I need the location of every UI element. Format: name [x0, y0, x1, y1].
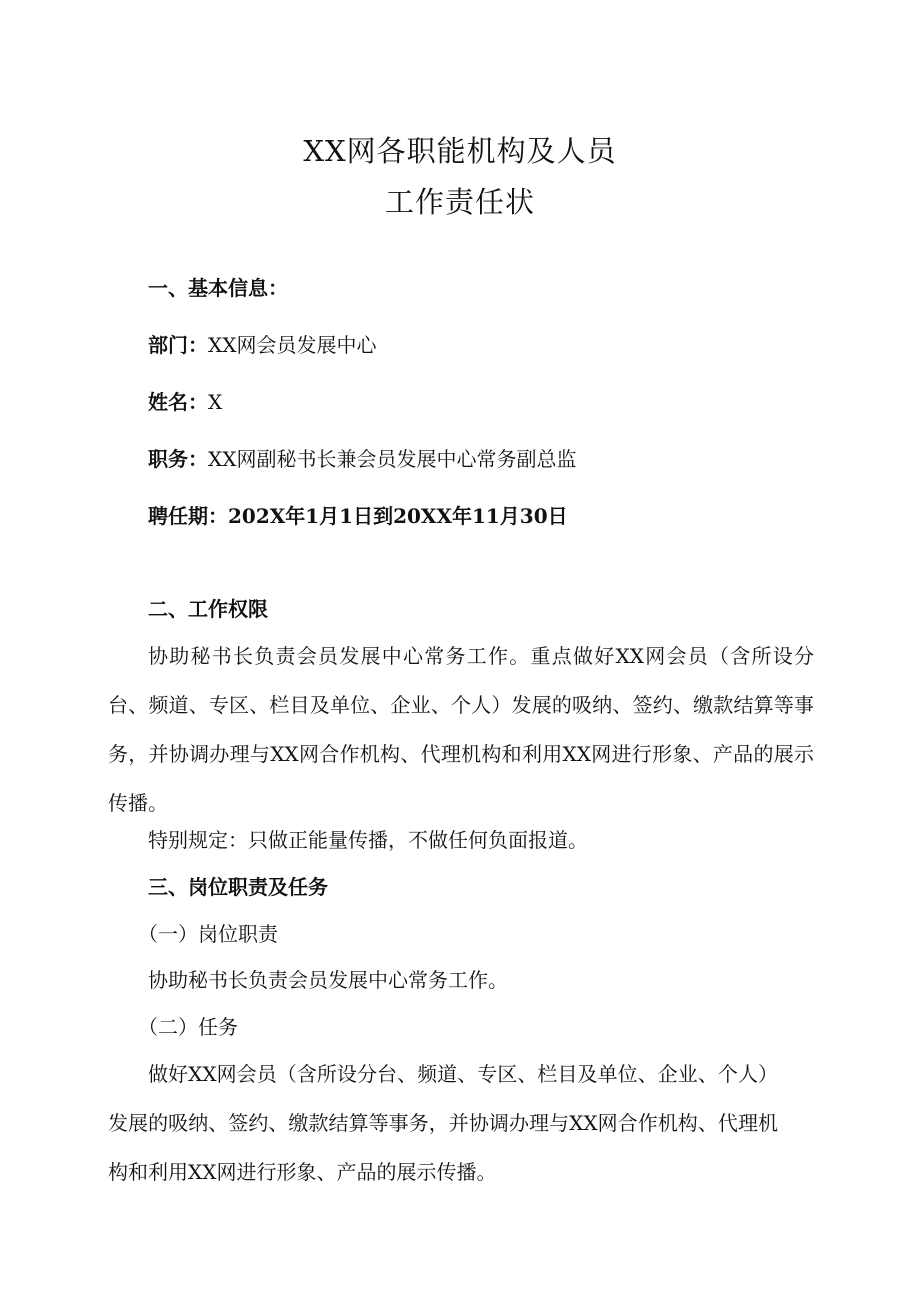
section3-sub1-heading: （一）岗位职责: [138, 922, 278, 946]
document-title-line2: 工作责任状: [384, 185, 535, 219]
section1-heading: 一、基本信息：: [148, 276, 288, 300]
department-label: 部门：: [148, 333, 208, 357]
position-value: XX网副秘书长兼会员发展中心常务副总监: [208, 447, 577, 471]
term-row: [148, 504, 568, 528]
section3-sub1-text: 协助秘书长负责会员发展中心常务工作。: [148, 968, 508, 992]
section2-paragraph: 协助秘书长负责会员发展中心常务工作。重点做好XX网会员（含所设分台、频道、专区、栏目及单位、企业、个人）发展的吸纳、签约、缴款结算等事务，并协调办理与XX网合作机构、代理机构和利用XX网进行形象、产品的展示传播。: [108, 644, 814, 815]
position-row: [148, 447, 576, 471]
name-value: X: [208, 390, 223, 414]
department-value: XX网会员发展中心: [208, 333, 377, 357]
document-title-line1: XX网各职能机构及人员: [303, 134, 617, 168]
term-value: 202X年1月1日到20XX年11月30日: [228, 504, 568, 528]
section3-sub2-heading: （二）任务: [138, 1015, 238, 1039]
section3-heading: 三、岗位职责及任务: [148, 875, 328, 899]
department-row: [148, 333, 376, 357]
section2-heading: 二、工作权限: [148, 597, 268, 621]
name-label: 姓名：: [148, 390, 208, 414]
position-label: 职务：: [148, 447, 208, 471]
section3-sub2-paragraph: 做好XX网会员（含所设分台、频道、专区、栏目及单位、企业、个人）发展的吸纳、签约、缴款结算等事务，并协调办理与XX网合作机构、代理机构和利用XX网进行形象、产品的展示传播。: [108, 1062, 778, 1184]
term-label: 聘任期：: [148, 504, 228, 528]
name-row: [148, 390, 222, 414]
special-rule: 特别规定：只做正能量传播，不做任何负面报道。: [148, 828, 588, 852]
